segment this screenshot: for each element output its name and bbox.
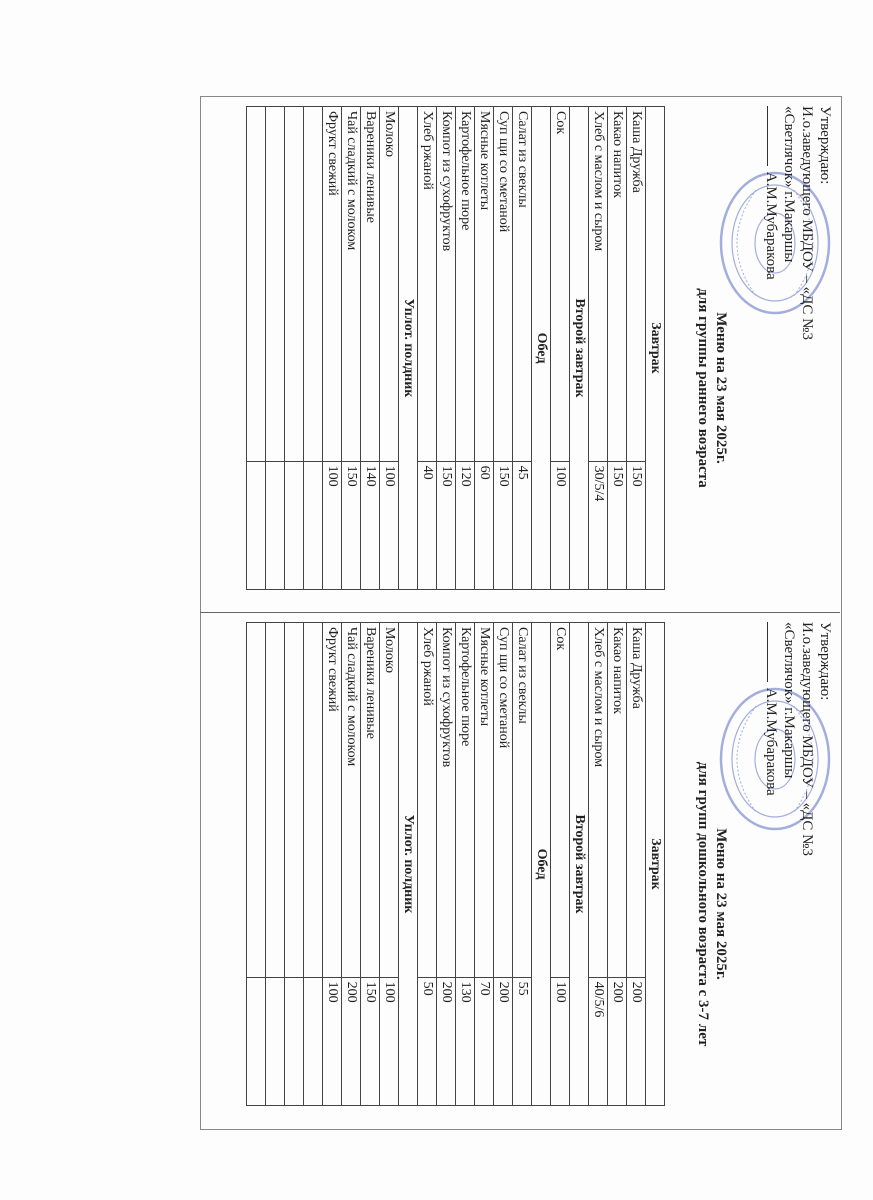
dish-amount: 100 <box>380 977 399 1105</box>
approval-block <box>762 106 834 406</box>
table-row <box>551 623 570 1106</box>
dish-name: Мясные котлеты <box>475 623 494 978</box>
empty-row <box>304 107 323 590</box>
dish-name: Хлеб ржаной <box>418 623 437 978</box>
approval-signer: А.М.Мубаракова <box>763 171 779 280</box>
dish-amount: 150 <box>608 461 627 589</box>
menu-title <box>694 178 730 598</box>
dish-name: Вареники ленивые <box>361 623 380 978</box>
table-row <box>456 623 475 1106</box>
approval-organization: «Светлячок» г.Макаршы <box>781 622 797 779</box>
dish-amount: 200 <box>494 977 513 1105</box>
menu-title-date: Меню на 23 мая 2025г. <box>713 828 729 980</box>
section-header: Завтрак <box>646 623 665 1106</box>
dish-amount: 150 <box>627 461 646 589</box>
dish-name: Суп щи со сметаной <box>494 623 513 978</box>
dish-name: Хлеб ржаной <box>418 107 437 462</box>
dish-name: Сок <box>551 623 570 978</box>
dish-name: Каша Дружба <box>627 107 646 462</box>
table-row <box>608 107 627 590</box>
dish-amount: 200 <box>342 977 361 1105</box>
section-row-snack <box>399 107 418 590</box>
section-row-second-breakfast <box>570 623 589 1106</box>
table-row <box>437 107 456 590</box>
dish-amount: 130 <box>456 977 475 1105</box>
table-row <box>361 623 380 1106</box>
approval-signature-row <box>762 106 780 406</box>
dish-amount: 30/5/4 <box>589 461 608 589</box>
menu-table <box>246 106 665 590</box>
empty-row <box>266 107 285 590</box>
table-row <box>380 623 399 1106</box>
table-row <box>475 623 494 1106</box>
dish-name: Какао напиток <box>608 623 627 978</box>
table-row <box>380 107 399 590</box>
section-row-lunch <box>532 107 551 590</box>
dish-amount: 150 <box>361 977 380 1105</box>
dish-name: Каша Дружба <box>627 623 646 978</box>
dish-name: Хлеб с маслом и сыром <box>589 623 608 978</box>
section-header: Второй завтрак <box>570 623 589 1106</box>
menu-table <box>246 622 665 1106</box>
approval-position: И.о.заведующего МБДОУ – «ДС №3 <box>799 622 815 856</box>
table-row <box>627 623 646 1106</box>
table-row <box>627 107 646 590</box>
dish-amount: 45 <box>513 461 532 589</box>
dish-amount: 50 <box>418 977 437 1105</box>
approval-signer: А.М.Мубаракова <box>763 687 779 796</box>
section-header: Завтрак <box>646 107 665 590</box>
dish-amount: 100 <box>323 977 342 1105</box>
dish-name: Суп щи со сметаной <box>494 107 513 462</box>
empty-row <box>304 623 323 1106</box>
approval-label: Утверждаю: <box>817 622 833 701</box>
approval-label: Утверждаю: <box>817 106 833 185</box>
dish-amount: 150 <box>437 461 456 589</box>
table-row <box>513 623 532 1106</box>
dish-name: Картофельное пюре <box>456 107 475 462</box>
section-header: Второй завтрак <box>570 107 589 590</box>
dish-name: Салат из свеклы <box>513 623 532 978</box>
dish-amount: 100 <box>551 977 570 1105</box>
section-row-lunch <box>532 623 551 1106</box>
dish-name: Салат из свеклы <box>513 107 532 462</box>
dish-amount: 60 <box>475 461 494 589</box>
empty-row <box>285 107 304 590</box>
section-header: Обед <box>532 107 551 590</box>
menu-title-group: для групп дошкольного возраста с 3-7 лет <box>695 761 711 1047</box>
dish-amount: 200 <box>608 977 627 1105</box>
empty-row <box>266 623 285 1106</box>
dish-amount: 140 <box>361 461 380 589</box>
table-row <box>342 107 361 590</box>
empty-row <box>247 623 266 1106</box>
section-row-second-breakfast <box>570 107 589 590</box>
dish-name: Чай сладкий с молоком <box>342 107 361 462</box>
table-row <box>589 623 608 1106</box>
dish-amount: 100 <box>551 461 570 589</box>
signature-icon <box>767 106 778 166</box>
table-row <box>342 623 361 1106</box>
section-header: Обед <box>532 623 551 1106</box>
dish-amount: 200 <box>437 977 456 1105</box>
menu-header <box>670 98 840 598</box>
table-row <box>323 107 342 590</box>
dish-amount: 150 <box>494 461 513 589</box>
table-row <box>418 107 437 590</box>
dish-name: Компот из сухофруктов <box>437 623 456 978</box>
section-row-breakfast <box>646 623 665 1106</box>
approval-organization: «Светлячок» г.Макаршы <box>781 106 797 263</box>
dish-amount: 200 <box>627 977 646 1105</box>
empty-row <box>285 623 304 1106</box>
table-row <box>608 623 627 1106</box>
table-row <box>456 107 475 590</box>
table-row <box>361 107 380 590</box>
dish-name: Мясные котлеты <box>475 107 494 462</box>
section-header: Уплот. полдник <box>399 623 418 1106</box>
table-row <box>513 107 532 590</box>
dish-name: Вареники ленивые <box>361 107 380 462</box>
dish-amount: 100 <box>323 461 342 589</box>
section-header: Уплот. полдник <box>399 107 418 590</box>
dish-name: Сок <box>551 107 570 462</box>
section-row-snack <box>399 623 418 1106</box>
table-row <box>437 623 456 1106</box>
dish-name: Фрукт свежий <box>323 107 342 462</box>
approval-signature-row <box>762 622 780 922</box>
empty-row <box>247 107 266 590</box>
menu-title-group: для группы раннего возраста <box>695 288 711 488</box>
table-row <box>494 623 513 1106</box>
menu-header <box>670 614 840 1114</box>
menu-preschool-age <box>200 614 840 1114</box>
page-divider <box>200 612 840 613</box>
dish-name: Компот из сухофруктов <box>437 107 456 462</box>
menu-title <box>694 694 730 1114</box>
approval-position: И.о.заведующего МБДОУ – «ДС №3 <box>799 106 815 340</box>
dish-name: Какао напиток <box>608 107 627 462</box>
signature-icon <box>767 622 778 682</box>
table-row <box>494 107 513 590</box>
dish-amount: 150 <box>342 461 361 589</box>
approval-block <box>762 622 834 922</box>
dish-name: Чай сладкий с молоком <box>342 623 361 978</box>
dish-name: Фрукт свежий <box>323 623 342 978</box>
table-row <box>551 107 570 590</box>
table-row <box>323 623 342 1106</box>
dish-name: Хлеб с маслом и сыром <box>589 107 608 462</box>
dish-name: Картофельное пюре <box>456 623 475 978</box>
dish-name: Молоко <box>380 107 399 462</box>
table-row <box>475 107 494 590</box>
menu-title-date: Меню на 23 мая 2025г. <box>713 312 729 464</box>
dish-amount: 70 <box>475 977 494 1105</box>
dish-amount: 55 <box>513 977 532 1105</box>
dish-amount: 40/5/6 <box>589 977 608 1105</box>
section-row-breakfast <box>646 107 665 590</box>
menu-early-age <box>200 98 840 598</box>
table-row <box>418 623 437 1106</box>
table-row <box>589 107 608 590</box>
dish-amount: 100 <box>380 461 399 589</box>
dish-name: Молоко <box>380 623 399 978</box>
dish-amount: 120 <box>456 461 475 589</box>
dish-amount: 40 <box>418 461 437 589</box>
